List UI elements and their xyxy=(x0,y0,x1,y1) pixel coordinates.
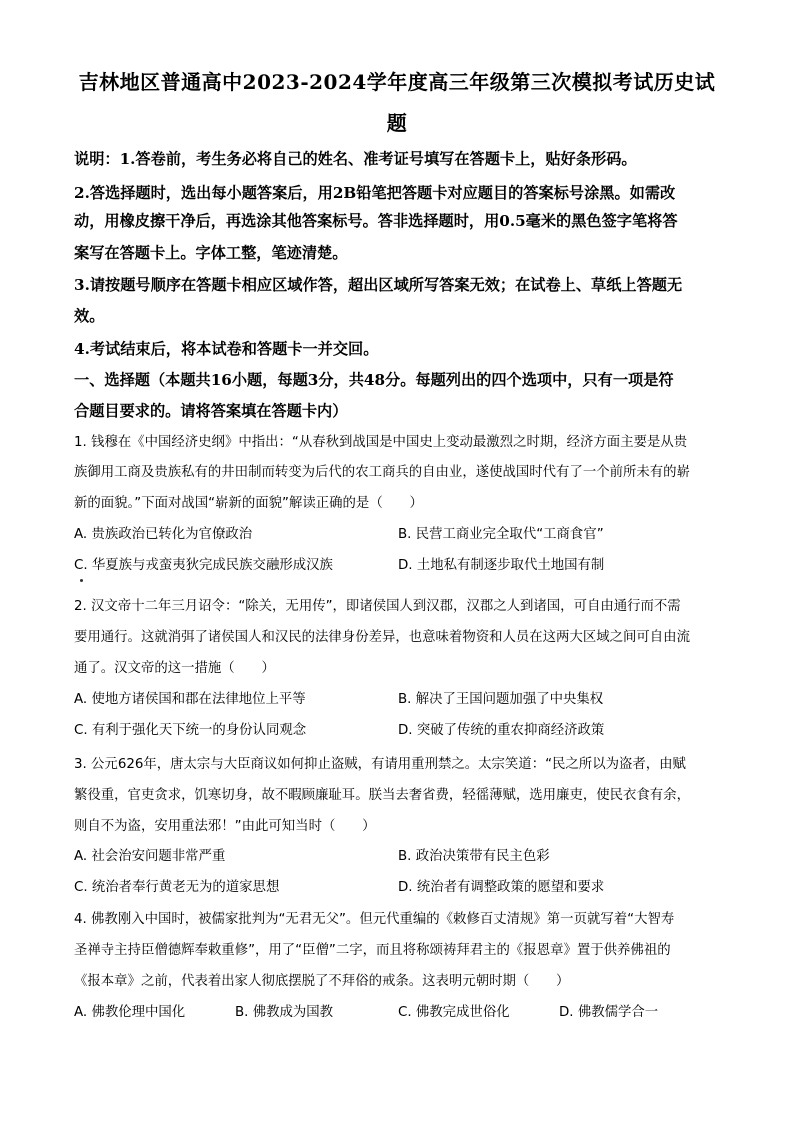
question-3-stem-line-3: 则自不为盗，安用重法邪！”由此可知当时（ ） xyxy=(74,819,376,834)
question-1-stem-line-3: 新的面貌。”下面对战国“崭新的面貌”解读正确的是（ ） xyxy=(74,496,423,511)
instruction-2: 2.答选择题时，选出每小题答案后，用2B铅笔把答题卡对应题目的答案标号涂黑。如需改 xyxy=(74,184,676,202)
instruction-2-cont-2: 案写在答题卡上。字体工整，笔迹清楚。 xyxy=(74,244,348,262)
question-1-stem-line-1: 1. 钱穆在《中国经济史纲》中指出：“从春秋到战国是中国史上变动最激烈之时期，经济方面主要是从贵 xyxy=(74,435,688,450)
question-3-option-c: C. 统治者奉行黄老无为的道家思想 xyxy=(74,880,280,895)
question-2-stem-line-2: 要用通行。这就消弭了诸侯国人和汉民的法律身份差异，也意味着物资和人员在这两大区域之间可自由流 xyxy=(74,630,690,645)
question-2-option-a: A. 使地方诸侯国和郡在法律地位上平等 xyxy=(74,692,306,707)
question-4-option-c: C. 佛教完成世俗化 xyxy=(398,1005,510,1020)
question-3-stem-line-1: 3. 公元626年，唐太宗与大臣商议如何抑止盗贼，有请用重刑禁之。太宗笑道：“民之所以为盗者，由赋 xyxy=(74,757,686,772)
exam-title-line-2: 题 xyxy=(386,111,408,135)
question-3-option-b: B. 政治决策带有民主色彩 xyxy=(398,849,550,864)
instruction-4: 4.考试结束后，将本试卷和答题卡一并交回。 xyxy=(74,340,379,358)
question-4-option-a: A. 佛教伦理中国化 xyxy=(74,1005,186,1020)
question-3-option-a: A. 社会治安问题非常严重 xyxy=(74,849,226,864)
question-1-option-c: C. 华夏族与戎蛮夷狄完成民族交融形成汉族 xyxy=(74,558,333,573)
section-heading: 一、选择题（本题共16小题，每题3分，共48分。每题列出的四个选项中，只有一项是符 xyxy=(74,371,674,389)
question-4-stem-line-3: 《报本章》之前，代表着出家人彻底摆脱了不拜俗的戒条。这表明元朝时期（ ） xyxy=(74,974,570,989)
question-2-stem-line-3: 通了。汉文帝的这一措施（ ） xyxy=(74,661,275,676)
question-3-stem-line-2: 繁役重，官吏贪求，饥寒切身，故不暇顾廉耻耳。朕当去奢省费，轻徭薄赋，选用廉吏，使民衣食有余， xyxy=(74,788,690,803)
question-2-option-c: C. 有利于强化天下统一的身份认同观念 xyxy=(74,723,307,738)
instruction-3-cont: 效。 xyxy=(74,307,105,325)
question-1-stem-line-2: 族御用工商及贵族私有的井田制而转变为后代的农工商兵的自由业，遂使战国时代有了一个前所未有的崭 xyxy=(74,465,690,480)
question-4-stem-line-2: 圣禅寺主持臣僧德辉奉敕重修”，用了“臣僧”二字，而且将称颂祷拜君主的《报恩章》置于供养佛祖的 xyxy=(74,943,671,958)
section-heading-cont: 合题目要求的。请将答案填在答题卡内） xyxy=(74,402,348,420)
question-3-option-d: D. 统治者有调整政策的愿望和要求 xyxy=(398,880,605,895)
question-4-option-b: B. 佛教成为国教 xyxy=(235,1005,334,1020)
instruction-1: 说明：1.答卷前，考生务必将自己的姓名、准考证号填写在答题卡上，贴好条形码。 xyxy=(74,150,637,168)
instruction-2-cont-1: 动，用橡皮擦干净后，再选涂其他答案标号。答非选择题时，用0.5毫米的黑色签字笔将答 xyxy=(74,212,678,230)
question-2-stem-line-1: 2. 汉文帝十二年三月诏令：“除关，无用传”，即诸侯国人到汉郡，汉郡之人到诸国，可自由通行而不需 xyxy=(74,599,681,614)
question-1-option-b: B. 民营工商业完全取代“工商食官” xyxy=(398,527,604,542)
question-2-option-b: B. 解决了王国问题加强了中央集权 xyxy=(398,692,604,707)
question-2-option-d: D. 突破了传统的重农抑商经济政策 xyxy=(398,723,605,738)
question-1-option-d: D. 土地私有制逐步取代土地国有制 xyxy=(398,558,605,573)
question-4-option-d: D. 佛教儒学合一 xyxy=(559,1005,659,1020)
question-1-option-a: A. 贵族政治已转化为官僚政治 xyxy=(74,527,253,542)
stray-dot-mark xyxy=(80,579,83,582)
question-4-stem-line-1: 4. 佛教刚入中国时，被儒家批判为“无君无父”。但元代重编的《敕修百丈清规》第一页就写着“大智寿 xyxy=(74,912,675,927)
exam-title-line-1: 吉林地区普通高中2023-2024学年度高三年级第三次模拟考试历史试 xyxy=(78,70,716,94)
instruction-3: 3.请按题号顺序在答题卡相应区域作答，超出区域所写答案无效；在试卷上、草纸上答题无 xyxy=(74,276,683,294)
